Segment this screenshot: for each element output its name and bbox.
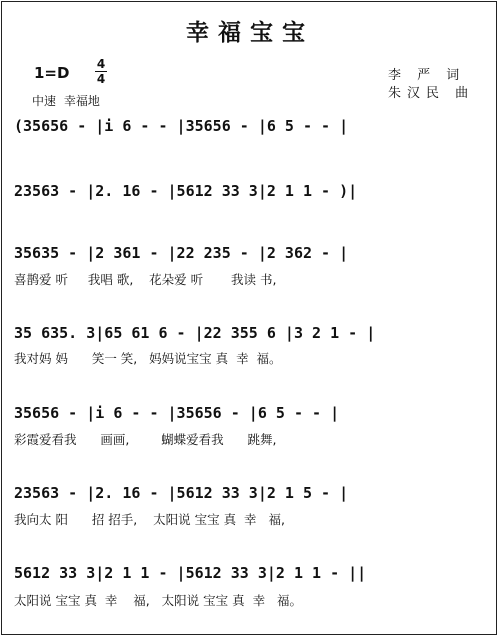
tempo-marking: 中速 幸福地 <box>32 94 100 108</box>
composer-credit: 朱汉民 曲 <box>388 86 475 101</box>
score-line-1-notes: (35656 - |i 6 - - |35656 - |6 5 - - | <box>14 117 349 135</box>
score-line-2-notes: 23563 - |2. 16 - |5612 33 3|2 1 1 - )| <box>14 182 358 200</box>
time-signature-top: 4 <box>96 57 106 71</box>
score-line-5-notes: 35656 - |i 6 - - |35656 - |6 5 - - | <box>14 404 340 422</box>
song-title: 幸福宝宝 <box>186 20 314 46</box>
score-line-7-lyrics: 太阳说 宝宝 真 幸 福, 太阳说 宝宝 真 幸 福。 <box>14 593 302 608</box>
score-line-6-notes: 23563 - |2. 16 - |5612 33 3|2 1 5 - | <box>14 484 349 502</box>
score-line-3-lyrics: 喜鹊爱 听 我唱 歌, 花朵爱 听 我读 书, <box>14 272 277 287</box>
key-text: 1=D <box>34 64 70 82</box>
score-line-5-lyrics: 彩霞爱看我 画画, 蝴蝶爱看我 跳舞, <box>14 432 277 447</box>
score-line-6-lyrics: 我向太 阳 招 招手, 太阳说 宝宝 真 幸 福, <box>14 512 285 527</box>
score-line-7-notes: 5612 33 3|2 1 1 - |5612 33 3|2 1 1 - || <box>14 564 367 582</box>
time-signature-bottom: 4 <box>96 72 106 86</box>
lyricist-credit: 李 严 词 <box>388 68 466 83</box>
time-signature <box>95 58 107 85</box>
score-line-4-lyrics: 我对妈 妈 笑一 笑, 妈妈说宝宝 真 幸 福。 <box>14 351 282 366</box>
score-line-3-notes: 35635 - |2 361 - |22 235 - |2 362 - | <box>14 244 349 262</box>
score-line-4-notes: 35 635. 3|65 61 6 - |22 355 6 |3 2 1 - | <box>14 324 376 342</box>
key-signature <box>34 64 69 82</box>
